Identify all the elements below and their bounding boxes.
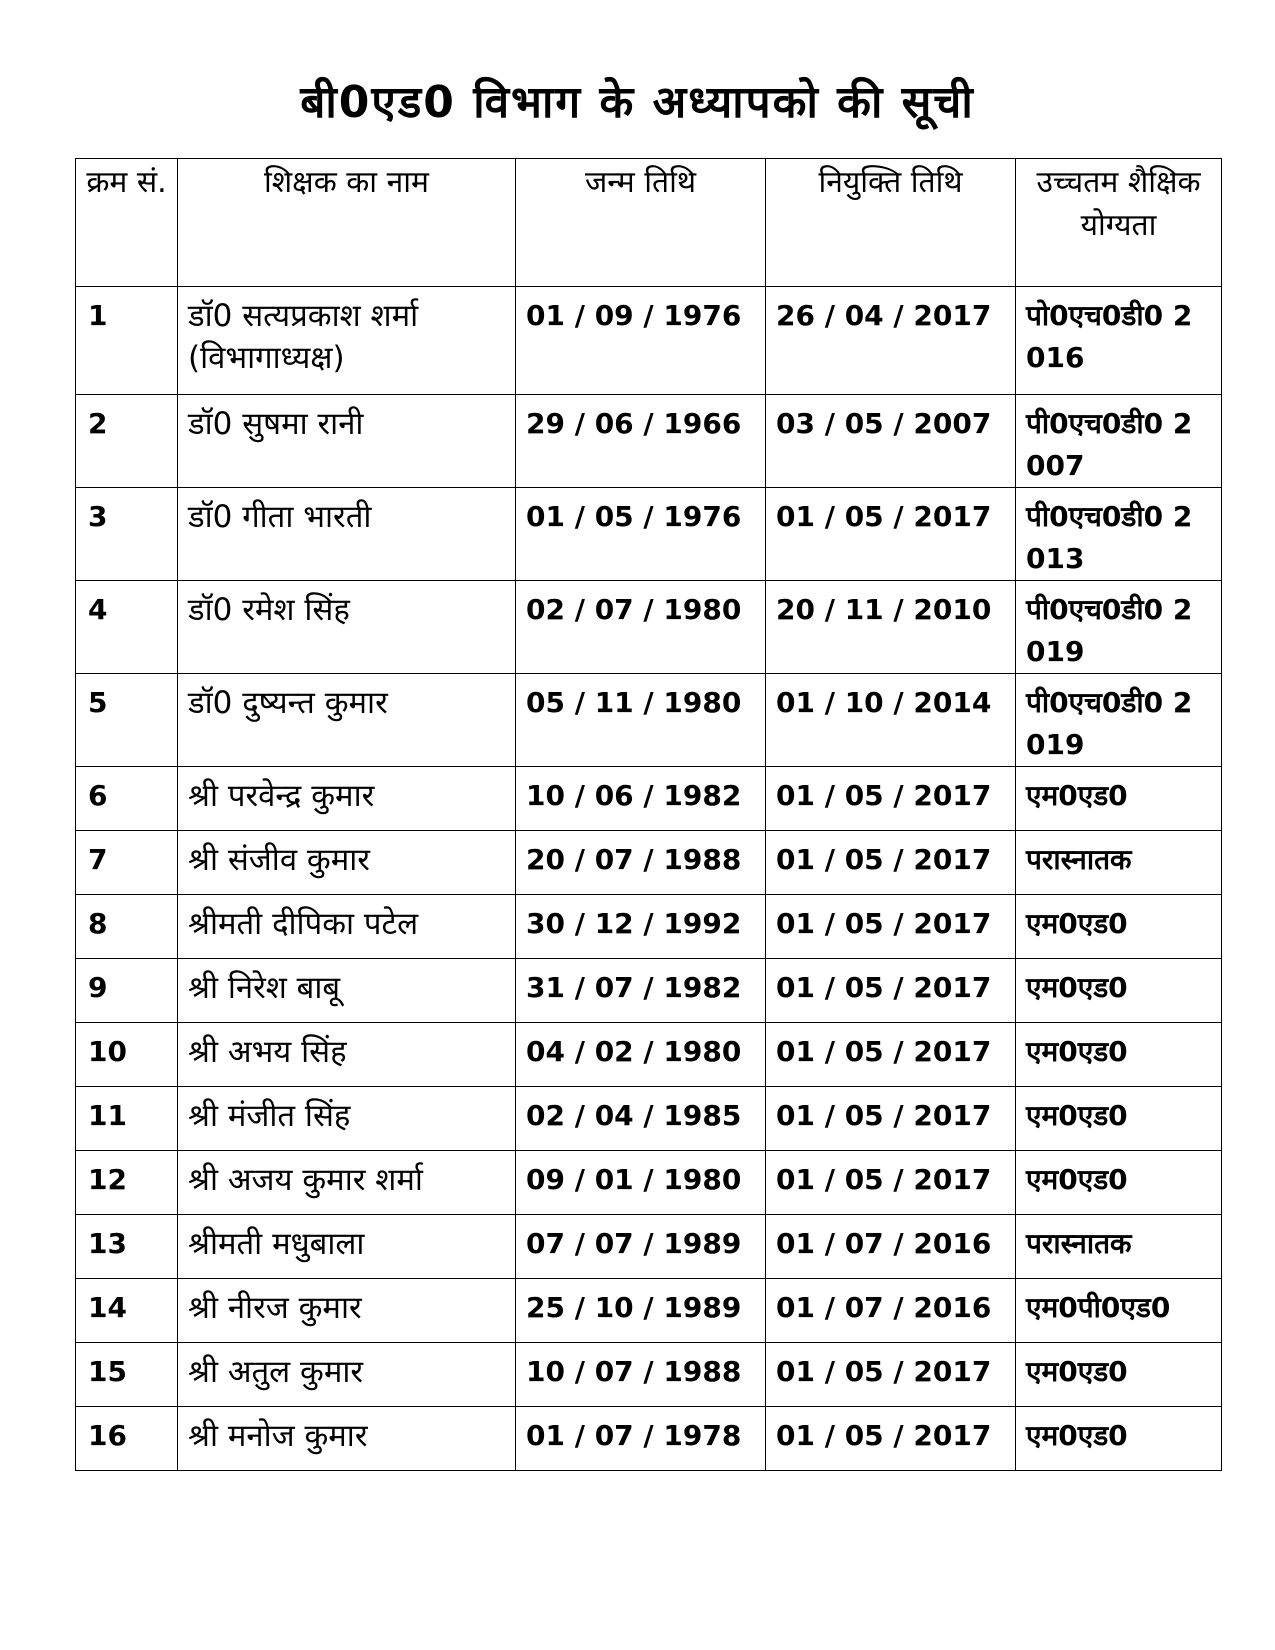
header-qualification: उच्चतम शैक्षिक योग्यता [1016,159,1222,287]
serial-cell: 16 [76,1407,178,1471]
birth-date-cell: 10 / 06 / 1982 [516,767,766,831]
header-name: शिक्षक का नाम [178,159,516,287]
appointment-date-cell: 01 / 07 / 2016 [766,1279,1016,1343]
birth-date-cell: 29 / 06 / 1966 [516,395,766,488]
birth-date-cell: 25 / 10 / 1989 [516,1279,766,1343]
appointment-date-cell: 01 / 05 / 2017 [766,1087,1016,1151]
birth-date-cell: 01 / 09 / 1976 [516,287,766,395]
appointment-date-cell: 01 / 10 / 2014 [766,674,1016,767]
appointment-date-cell: 20 / 11 / 2010 [766,581,1016,674]
serial-cell: 14 [76,1279,178,1343]
qualification-cell: एम0एड0 [1016,1407,1222,1471]
qualification-cell: एम0पी0एड0 [1016,1279,1222,1343]
teacher-name-cell: श्री अजय कुमार शर्मा [178,1151,516,1215]
qualification-cell: एम0एड0 [1016,1151,1222,1215]
table-row [76,1087,1222,1151]
appointment-date-cell: 01 / 05 / 2017 [766,1151,1016,1215]
table-row [76,287,1222,395]
qualification-cell: एम0एड0 [1016,1343,1222,1407]
appointment-date-cell: 01 / 05 / 2017 [766,767,1016,831]
qualification-cell: एम0एड0 [1016,895,1222,959]
birth-date-cell: 31 / 07 / 1982 [516,959,766,1023]
birth-date-cell: 01 / 07 / 1978 [516,1407,766,1471]
serial-cell: 12 [76,1151,178,1215]
teacher-name-cell: श्री नीरज कुमार [178,1279,516,1343]
table-row [76,1215,1222,1279]
serial-cell: 1 [76,287,178,395]
header-row [76,159,1222,287]
birth-date-cell: 07 / 07 / 1989 [516,1215,766,1279]
qualification-cell: पो0एच0डी0 2016 [1016,287,1222,395]
teacher-name-cell: डॉ0 गीता भारती [178,488,516,581]
teacher-name-cell: श्री परवेन्द्र कुमार [178,767,516,831]
appointment-date-cell: 01 / 07 / 2016 [766,1215,1016,1279]
qualification-cell: परास्नातक [1016,1215,1222,1279]
serial-cell: 10 [76,1023,178,1087]
qualification-cell: पी0एच0डी0 2007 [1016,395,1222,488]
table-row [76,1279,1222,1343]
appointment-date-cell: 26 / 04 / 2017 [766,287,1016,395]
appointment-date-cell: 01 / 05 / 2017 [766,1023,1016,1087]
teacher-name-cell: डॉ0 रमेश सिंह [178,581,516,674]
teacher-name-cell: श्रीमती मधुबाला [178,1215,516,1279]
teacher-name-cell: श्री अतुल कुमार [178,1343,516,1407]
table-row [76,1343,1222,1407]
page-title: बी0एड0 विभाग के अध्यापको की सूची [300,77,975,128]
table-row [76,767,1222,831]
birth-date-cell: 05 / 11 / 1980 [516,674,766,767]
birth-date-cell: 02 / 07 / 1980 [516,581,766,674]
serial-cell: 7 [76,831,178,895]
table-row [76,831,1222,895]
appointment-date-cell: 01 / 05 / 2017 [766,959,1016,1023]
serial-cell: 8 [76,895,178,959]
qualification-cell: एम0एड0 [1016,1087,1222,1151]
teacher-name-cell: श्रीमती दीपिका पटेल [178,895,516,959]
birth-date-cell: 20 / 07 / 1988 [516,831,766,895]
table-row [76,895,1222,959]
serial-cell: 11 [76,1087,178,1151]
header-dob: जन्म तिथि [516,159,766,287]
serial-cell: 4 [76,581,178,674]
serial-cell: 2 [76,395,178,488]
teacher-name-cell: श्री अभय सिंह [178,1023,516,1087]
qualification-cell: पी0एच0डी0 2019 [1016,581,1222,674]
qualification-cell: परास्नातक [1016,831,1222,895]
birth-date-cell: 09 / 01 / 1980 [516,1151,766,1215]
header-appointment: नियुक्ति तिथि [766,159,1016,287]
birth-date-cell: 30 / 12 / 1992 [516,895,766,959]
teacher-name-cell: श्री निरेश बाबू [178,959,516,1023]
table-row [76,1023,1222,1087]
table-body [76,287,1222,1471]
teacher-name-cell: श्री संजीव कुमार [178,831,516,895]
table-row [76,674,1222,767]
teacher-name-cell: श्री मंजीत सिंह [178,1087,516,1151]
table-row [76,581,1222,674]
table-row [76,959,1222,1023]
serial-cell: 15 [76,1343,178,1407]
qualification-cell: एम0एड0 [1016,959,1222,1023]
birth-date-cell: 10 / 07 / 1988 [516,1343,766,1407]
teacher-name-cell: डॉ0 सत्यप्रकाश शर्मा (विभागाध्यक्ष) [178,287,516,395]
birth-date-cell: 01 / 05 / 1976 [516,488,766,581]
header-serial: क्रम सं. [76,159,178,287]
serial-cell: 9 [76,959,178,1023]
teachers-table [75,158,1222,1471]
serial-cell: 13 [76,1215,178,1279]
teacher-name-cell: डॉ0 सुषमा रानी [178,395,516,488]
table-row [76,488,1222,581]
table-row [76,1151,1222,1215]
qualification-cell: पी0एच0डी0 2013 [1016,488,1222,581]
appointment-date-cell: 01 / 05 / 2017 [766,831,1016,895]
serial-cell: 3 [76,488,178,581]
table-row [76,395,1222,488]
serial-cell: 5 [76,674,178,767]
teacher-name-cell: डॉ0 दुष्यन्त कुमार [178,674,516,767]
appointment-date-cell: 01 / 05 / 2017 [766,1407,1016,1471]
appointment-date-cell: 03 / 05 / 2007 [766,395,1016,488]
appointment-date-cell: 01 / 05 / 2017 [766,895,1016,959]
qualification-cell: पी0एच0डी0 2019 [1016,674,1222,767]
appointment-date-cell: 01 / 05 / 2017 [766,1343,1016,1407]
table-header [76,159,1222,287]
teacher-name-cell: श्री मनोज कुमार [178,1407,516,1471]
serial-cell: 6 [76,767,178,831]
table-row [76,1407,1222,1471]
qualification-cell: एम0एड0 [1016,767,1222,831]
qualification-cell: एम0एड0 [1016,1023,1222,1087]
birth-date-cell: 04 / 02 / 1980 [516,1023,766,1087]
birth-date-cell: 02 / 04 / 1985 [516,1087,766,1151]
appointment-date-cell: 01 / 05 / 2017 [766,488,1016,581]
